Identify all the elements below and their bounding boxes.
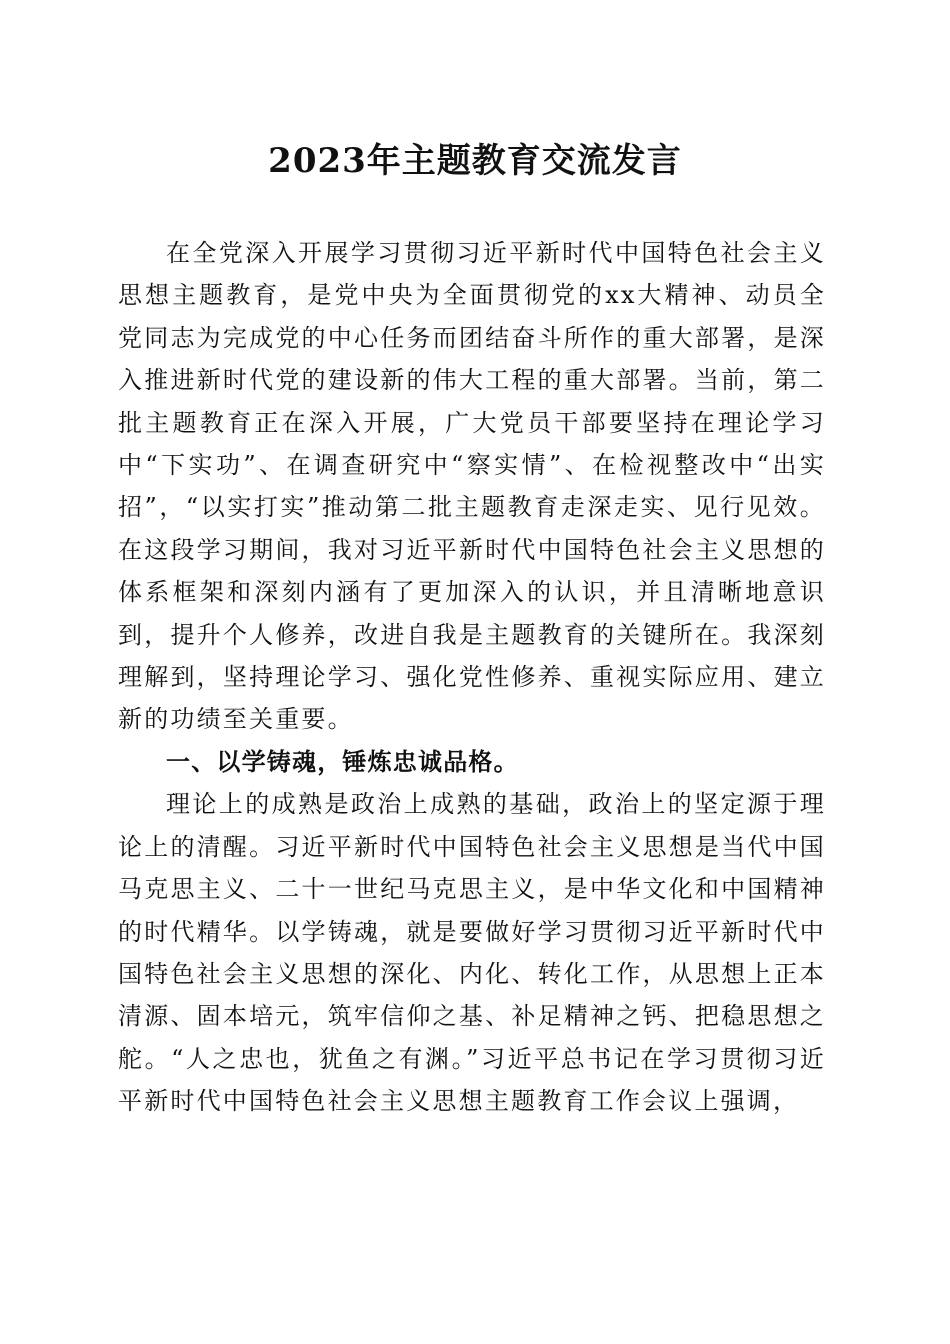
- document-title: 2023年主题教育交流发言: [268, 141, 682, 181]
- intro-paragraph: 在全党深入开展学习贯彻习近平新时代中国特色社会主义思想主题教育，是党中央为全面贯彻党的xx大精神、动员全党同志为完成党的中心任务而团结奋斗所作的重大部署，是深入推进新时代党的建设新的伟大工程的重大部署。当前，第二批主题教育正在深入开展，广大党员干部要坚持在理论学习中“下实功”、在调查研究中“察实情”、在检视整改中“出实招”，“以实打实”推动第二批主题教育走深走实、见行见效。在这段学习期间，我对习近平新时代中国特色社会主义思想的体系框架和深刻内涵有了更加深入的认识，并且清晰地意识到，提升个人修养，改进自我是主题教育的关键所在。我深刻理解到，坚持理论学习、强化党性修养、重视实际应用、建立新的功绩至关重要。: [118, 239, 826, 734]
- document-body: [118, 232, 826, 1123]
- section-paragraph: 理论上的成熟是政治上成熟的基础，政治上的坚定源于理论上的清醒。习近平新时代中国特色社会主义思想是当代中国马克思主义、二十一世纪马克思主义，是中华文化和中国精神的时代精华。以学铸魂，就是要做好学习贯彻习近平新时代中国特色社会主义思想的深化、内化、转化工作，从思想上正本清源、固本培元，筑牢信仰之基、补足精神之钙、把稳思想之舵。“人之忠也，犹鱼之有渊。”习近平总书记在学习贯彻习近平新时代中国特色社会主义思想主题教育工作会议上强调，: [118, 790, 826, 1116]
- section-heading: 一、以学铸魂，锤炼忠诚品格。: [166, 747, 519, 776]
